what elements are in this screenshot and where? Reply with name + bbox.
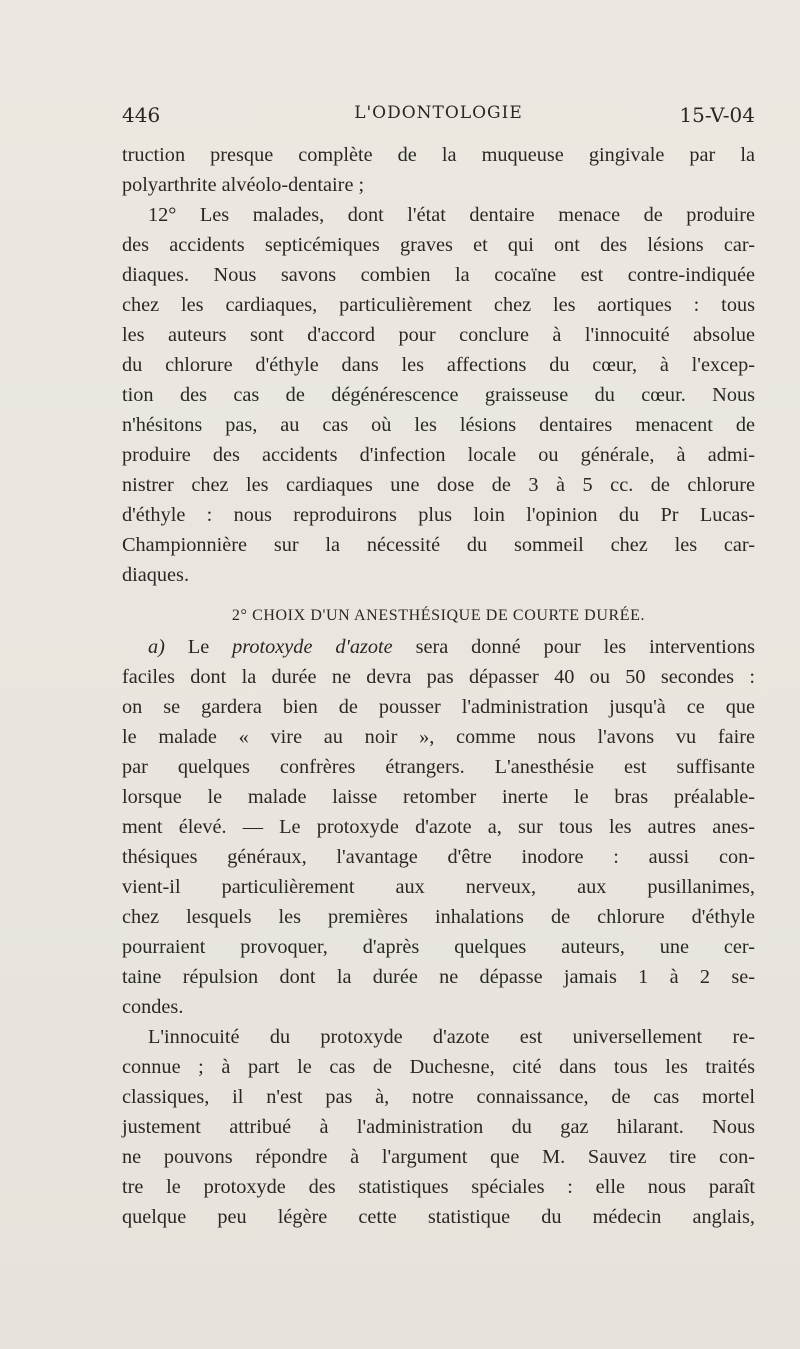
text-line: L'innocuité du protoxyde d'azote est universellement re- — [148, 1026, 755, 1048]
para-a-before-italic: Le — [187, 636, 210, 658]
text-line: quelque peu légère cette statistique du médecin anglais, — [122, 1206, 755, 1228]
text-line: chez les cardiaques, particulièrement chez les aortiques : tous — [122, 294, 755, 316]
section-heading: 2° CHOIX D'UN ANESTHÉSIQUE DE COURTE DURÉE. — [231, 607, 646, 624]
text-line: taine répulsion dont la durée ne dépasse jamais 1 à 2 se- — [122, 966, 755, 988]
text-line: on se gardera bien de pousser l'administration jusqu'à ce que — [122, 696, 755, 718]
text-line: chez lesquels les premières inhalations de chlorure d'éthyle — [122, 906, 755, 928]
text-line: diaques. Nous savons combien la cocaïne est contre-indiquée — [122, 264, 755, 286]
text-line: faciles dont la durée ne devra pas dépasser 40 ou 50 secondes : — [122, 666, 755, 688]
text-line: diaques. — [122, 564, 190, 586]
text-line: polyarthrite alvéolo-dentaire ; — [122, 174, 365, 196]
text-line: vient-il particulièrement aux nerveux, aux pusillanimes, — [122, 876, 755, 898]
text-line: connue ; à part le cas de Duchesne, cité dans tous les traités — [122, 1056, 755, 1078]
text-line: par quelques confrères étrangers. L'anesthésie est suffisante — [122, 756, 755, 778]
text-line: 12° Les malades, dont l'état dentaire menace de produire — [148, 204, 755, 226]
issue-date: 15-V-04 — [679, 103, 755, 127]
text-line: thésiques généraux, l'avantage d'être inodore : aussi con- — [122, 846, 755, 868]
text-line: Championnière sur la nécessité du sommeil chez les car- — [122, 534, 755, 556]
text-line: classiques, il n'est pas à, notre connaissance, de cas mortel — [122, 1086, 755, 1108]
text-line: tre le protoxyde des statistiques spéciales : elle nous paraît — [122, 1176, 755, 1198]
text-line: les auteurs sont d'accord pour conclure à l'innocuité absolue — [122, 324, 755, 346]
text-line: pourraient provoquer, d'après quelques auteurs, une cer- — [122, 936, 755, 958]
para-a-after-italic: sera donné pour les interventions — [415, 636, 755, 658]
text-line: nistrer chez les cardiaques une dose de 3 à 5 cc. de chlorure — [122, 474, 755, 496]
text-line: justement attribué à l'administration du gaz hilarant. Nous — [122, 1116, 755, 1138]
paragraph-block-1 — [122, 140, 755, 590]
text-line: ment élevé. — Le protoxyde d'azote a, sur tous les autres anes- — [122, 816, 755, 838]
journal-title: L'ODONTOLOGIE — [354, 103, 523, 123]
text-line: n'hésitons pas, au cas où les lésions dentaires menacent de — [122, 414, 755, 436]
para-a-first-line — [122, 632, 755, 662]
text-line: du chlorure d'éthyle dans les affections du cœur, à l'excep- — [122, 354, 755, 376]
text-line: des accidents septicémiques graves et qui ont des lésions car- — [122, 234, 755, 256]
page-number: 446 — [122, 103, 161, 127]
text-line: d'éthyle : nous reproduirons plus loin l'opinion du Pr Lucas- — [122, 504, 755, 526]
paragraph-block-2 — [122, 662, 755, 1232]
text-line: lorsque le malade laisse retomber inerte le bras préalable- — [122, 786, 755, 808]
running-header — [122, 103, 755, 133]
text-line: le malade « vire au noir », comme nous l'avons vu faire — [122, 726, 755, 748]
text-line: truction presque complète de la muqueuse gingivale par la — [122, 144, 755, 166]
para-a-marker: a) — [148, 636, 165, 658]
text-line: condes. — [122, 996, 184, 1018]
text-line: ne pouvons répondre à l'argument que M. Sauvez tire con- — [122, 1146, 755, 1168]
body-text — [122, 140, 755, 1232]
text-line: tion des cas de dégénérescence graisseuse du cœur. Nous — [122, 384, 755, 406]
text-line: produire des accidents d'infection locale ou générale, à admi- — [122, 444, 755, 466]
para-a-italic-term: protoxyde d'azote — [232, 636, 393, 658]
